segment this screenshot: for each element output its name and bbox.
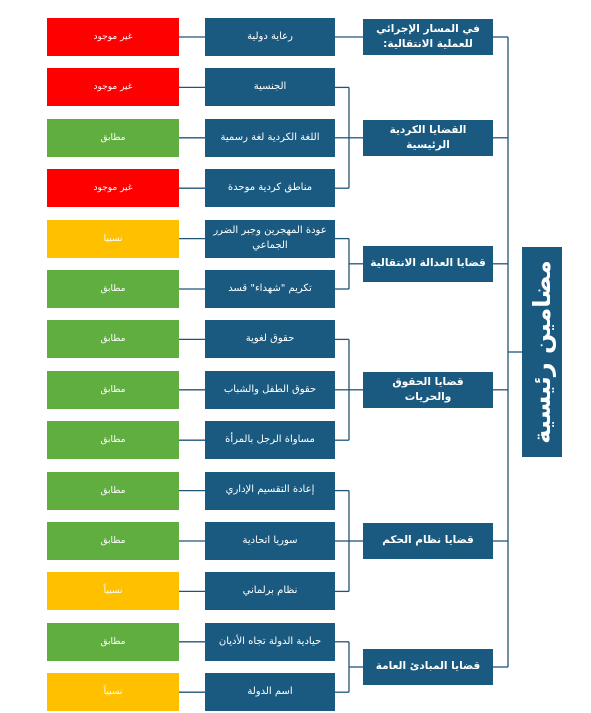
status-badge: غير موجود [47, 169, 179, 207]
item-box: نظام برلماني [205, 572, 335, 610]
status-badge: مطابق [47, 371, 179, 409]
root-box [522, 247, 562, 457]
item-box: مناطق كردية موحدة [205, 169, 335, 207]
status-badge: مطابق [47, 472, 179, 510]
group-box: في المسار الإجرائي للعملية الانتقالية: [363, 19, 493, 55]
status-badge: مطابق [47, 320, 179, 358]
item-box: اللغة الكردية لغة رسمية [205, 119, 335, 157]
status-badge: مطابق [47, 421, 179, 459]
status-badge: غير موجود [47, 18, 179, 56]
item-box: سوريا اتحادية [205, 522, 335, 560]
item-box: رعاية دولية [205, 18, 335, 56]
status-badge: نسبيا [47, 220, 179, 258]
group-box: قضايا نظام الحكم [363, 523, 493, 559]
item-box: الجنسية [205, 68, 335, 106]
group-box: قضايا المبادئ العامة [363, 649, 493, 685]
item-box: عودة المهجرين وجبر الضرر الجماعي [205, 220, 335, 258]
item-box: تكريم "شهداء" قسد [205, 270, 335, 308]
status-badge: نسبياً [47, 673, 179, 711]
group-box: قضايا العدالة الانتقالية [363, 246, 493, 282]
item-box: حيادية الدولة تجاه الأديان [205, 623, 335, 661]
item-box: مساواة الرجل بالمرأة [205, 421, 335, 459]
status-badge: مطابق [47, 119, 179, 157]
root-label: مضامين رئيسية [528, 260, 556, 444]
item-box: حقوق لغوية [205, 320, 335, 358]
status-badge: نسبياً [47, 572, 179, 610]
status-badge: مطابق [47, 623, 179, 661]
status-badge: مطابق [47, 270, 179, 308]
status-badge: مطابق [47, 522, 179, 560]
status-badge: غير موجود [47, 68, 179, 106]
item-box: إعادة التقسيم الإداري [205, 472, 335, 510]
item-box: اسم الدولة [205, 673, 335, 711]
group-box: قضايا الحقوق والحريات [363, 372, 493, 408]
item-box: حقوق الطفل والشباب [205, 371, 335, 409]
group-box: القضايا الكردية الرئيسية [363, 120, 493, 156]
